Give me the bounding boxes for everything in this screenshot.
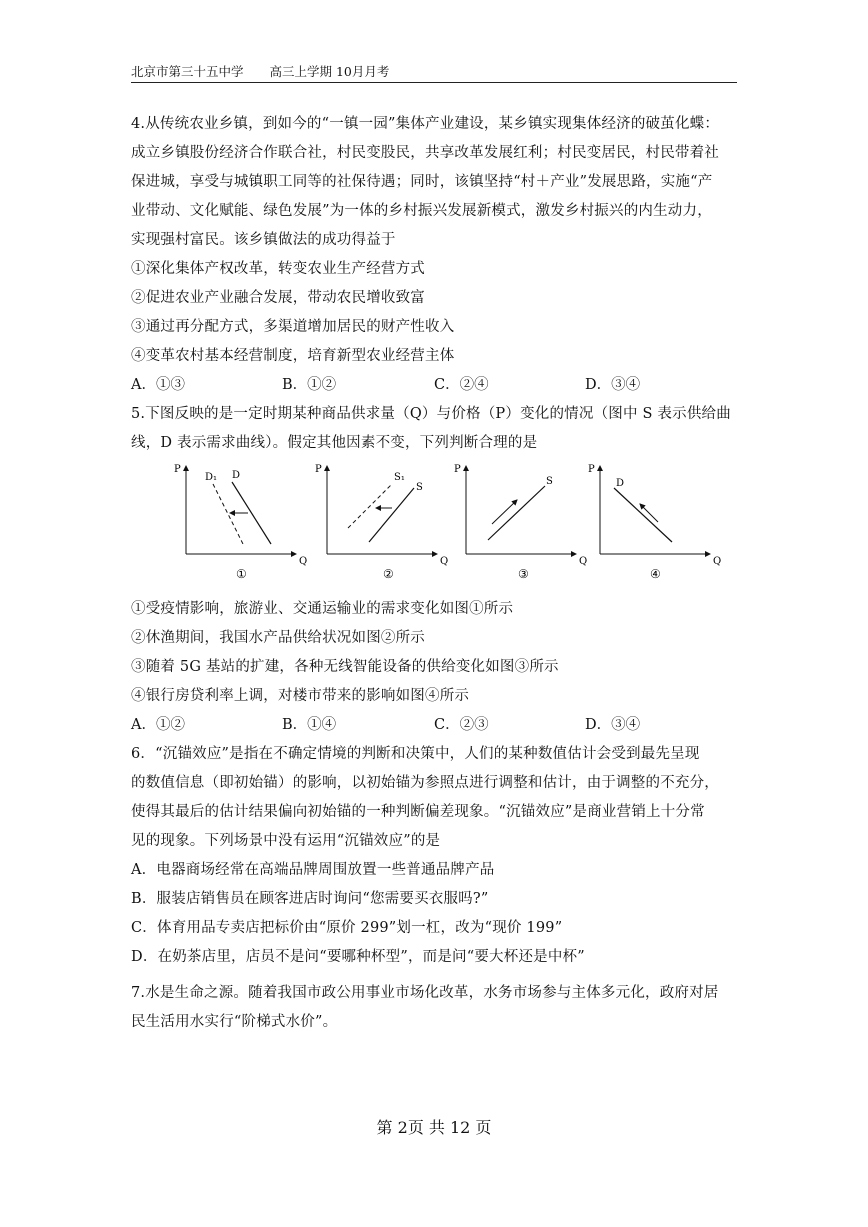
- supply-demand-graphs: [168, 462, 728, 587]
- q5-item-4: ④银行房贷利率上调，对楼市带来的影响如图④所示: [131, 688, 470, 704]
- page-header: [131, 62, 737, 83]
- graph2-label-s1: S₁: [394, 472, 405, 483]
- q5-option-b[interactable]: B．①④: [282, 717, 337, 733]
- graph4-d-curve: [614, 488, 672, 542]
- graph1-label-d: D: [232, 470, 241, 481]
- q6-line-4: 见的现象。下列场景中没有运用“沉锚效应”的是: [131, 833, 441, 849]
- graph1-axis-p: P: [174, 464, 181, 475]
- graph3-s-curve: [488, 486, 545, 540]
- graph3-move-arrow: [492, 500, 517, 524]
- graph-2: [315, 464, 448, 581]
- graph1-caption: ①: [236, 567, 247, 581]
- q6-option-b[interactable]: B．服装店销售员在顾客进店时询问“您需要买衣服吗?”: [131, 891, 489, 907]
- graph4-axis-q: Q: [713, 556, 722, 567]
- q4-item-1: ①深化集体产权改革，转变农业生产经营方式: [131, 261, 425, 277]
- school-name: 北京市第三十五中学: [131, 64, 244, 79]
- q5-item-1: ①受疫情影响，旅游业、交通运输业的需求变化如图①所示: [131, 601, 514, 617]
- q6-line-3: 使得其最后的估计结果偏向初始锚的一种判断偏差现象。“沉锚效应”是商业营销上十分常: [131, 804, 705, 820]
- q5-option-a[interactable]: A．①②: [131, 717, 185, 733]
- graph3-axis-p: P: [454, 464, 461, 475]
- graph1-axis-q: Q: [299, 556, 308, 567]
- q7-line-2: 民生活用水实行“阶梯式水价”。: [131, 1014, 338, 1030]
- page-footer: 第 2页 共 12 页: [376, 1118, 492, 1137]
- graph1-label-d1: D₁: [205, 472, 218, 483]
- graph2-caption: ②: [383, 567, 394, 581]
- q5-line-1: 5.下图反映的是一定时期某种商品供求量（Q）与价格（P）变化的情况（图中 S 表示供给曲: [131, 406, 731, 422]
- q4-item-4: ④变革农村基本经营制度，培育新型农业经营主体: [131, 348, 455, 364]
- graph3-axis-q: Q: [579, 556, 588, 567]
- q5-item-2: ②休渔期间，我国水产品供给状况如图②所示: [131, 630, 425, 646]
- q4-line-2: 成立乡镇股份经济合作联合社，村民变股民，共享改革发展红利；村民变居民，村民带着社: [131, 145, 719, 161]
- q6-line-1: 6．“沉锚效应”是指在不确定情境的判断和决策中，人们的某种数值估计会受到最先呈现: [131, 746, 700, 762]
- q6-line-2: 的数值信息（即初始锚）的影响，以初始锚为参照点进行调整和估计，由于调整的不充分，: [131, 775, 719, 791]
- graph2-label-s: S: [416, 482, 423, 493]
- q4-line-1: 4.从传统农业乡镇，到如今的“一镇一园”集体产业建设，某乡镇实现集体经济的破茧化蝶：: [131, 116, 720, 132]
- q6-option-c[interactable]: C．体育用品专卖店把标价由“原价 299”划一杠，改为“现价 199”: [131, 920, 563, 936]
- q4-item-2: ②促进农业产业融合发展，带动农民增收致富: [131, 290, 425, 306]
- graph4-label-d: D: [616, 478, 625, 489]
- graph4-move-arrow: [640, 504, 658, 522]
- q4-line-5: 实现强村富民。该乡镇做法的成功得益于: [131, 232, 396, 248]
- q6-option-d[interactable]: D．在奶茶店里，店员不是问“要哪种杯型”，而是问“要大杯还是中杯”: [131, 949, 585, 965]
- q6-option-a[interactable]: A．电器商场经常在高端品牌周围放置一些普通品牌产品: [131, 862, 495, 878]
- q5-item-3: ③随着 5G 基站的扩建，各种无线智能设备的供给变化如图③所示: [131, 659, 559, 675]
- q5-option-c[interactable]: C．②③: [434, 717, 489, 733]
- graph-3: [454, 464, 587, 581]
- q4-option-c[interactable]: C．②④: [434, 377, 489, 393]
- q4-option-a[interactable]: A．①③: [131, 377, 185, 393]
- q7-line-1: 7.水是生命之源。随着我国市政公用事业市场化改革，水务市场参与主体多元化，政府对居: [131, 985, 719, 1001]
- graph2-axis-q: Q: [440, 556, 449, 567]
- exam-name: 高三上学期 10月月考: [269, 64, 390, 79]
- graph-1: [174, 464, 307, 581]
- graph3-caption: ③: [518, 567, 529, 581]
- q4-option-d[interactable]: D．③④: [585, 377, 641, 393]
- graph4-axis-p: P: [588, 464, 595, 475]
- q4-line-4: 业带动、文化赋能、绿色发展”为一体的乡村振兴发展新模式，激发乡村振兴的内生动力，: [131, 203, 712, 219]
- graph3-label-s: S: [546, 476, 553, 487]
- q4-option-b[interactable]: B．①②: [282, 377, 337, 393]
- q4-item-3: ③通过再分配方式，多渠道增加居民的财产性收入: [131, 319, 455, 335]
- q5-option-d[interactable]: D．③④: [585, 717, 641, 733]
- graph2-axis-p: P: [315, 464, 322, 475]
- graph2-s-curve: [369, 488, 414, 542]
- q5-line-2: 线，D 表示需求曲线）。假定其他因素不变，下列判断合理的是: [131, 435, 538, 451]
- graphs-svg: [168, 462, 728, 587]
- graph-4: [588, 464, 721, 581]
- q4-line-3: 保进城，享受与城镇职工同等的社保待遇；同时，该镇坚持“村＋产业”发展思路，实施“产: [131, 174, 713, 190]
- graph4-caption: ④: [650, 567, 661, 581]
